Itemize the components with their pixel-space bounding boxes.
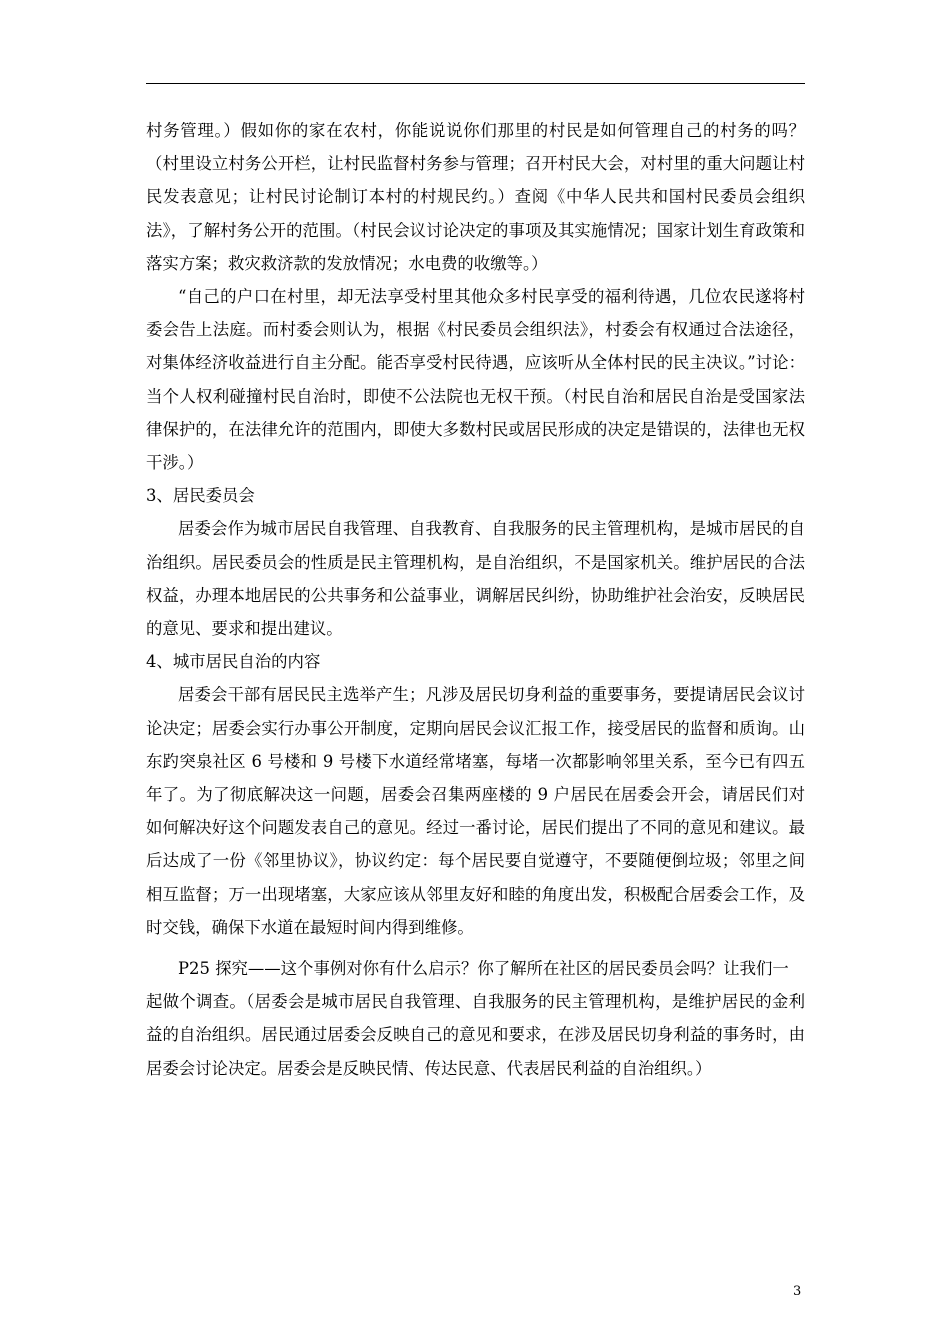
paragraph-survey: 起做个调查。（居委会是城市居民自我管理、自我服务的民主管理机构，是维护居民的金利益的自治组织。居民通过居委会反映自己的意见和要求，在涉及居民切身利益的事务时，由居委会讨论决定。居委会是反映民情、传达民意、代表居民利益的自治组织。） bbox=[146, 992, 805, 1078]
paragraph-p25-explore: P25 探究——这个事例对你有什么启示？你了解所在社区的居民委员会吗？让我们一 bbox=[178, 959, 789, 979]
heading-residents-committee: 3、居民委员会 bbox=[146, 486, 255, 506]
paragraph-village-affairs: 村务管理。）假如你的家在农村，你能说说你们那里的村民是如何管理自己的村务的吗？（村里设立村务公开栏，让村民监督村务参与管理；召开村民大会，对村里的重大问题让村民发表意见；让村民讨论制订本村的村规民约。）查阅《中华人民共和国村民委员会组织法》，了解村务公开的范围。（村民会议讨论决定的事项及其实施情况；国家计划生育政策和落实方案；救灾救济款的发放情况；水电费的收缴等。） bbox=[146, 121, 805, 273]
paragraph-residents-committee: 居委会作为城市居民自我管理、自我教育、自我服务的民主管理机构，是城市居民的自治组织。居民委员会的性质是民主管理机构，是自治组织，不是国家机关。维护居民的合法权益，办理本地居民的公共事务和公益事业，调解居民纠纷，协助维护社会治安，反映居民的意见、要求和提出建议。 bbox=[146, 519, 805, 639]
heading-urban-autonomy: 4、城市居民自治的内容 bbox=[146, 652, 321, 672]
page-number: 3 bbox=[793, 1284, 802, 1299]
document-body bbox=[146, 114, 805, 1085]
paragraph-court-case: “自己的户口在村里，却无法享受村里其他众多村民享受的福利待遇，几位农民遂将村委会告上法庭。而村委会则认为，根据《村民委员会组织法》，村委会有权通过合法途径，对集体经济收益进行自主分配。能否享受村民待遇，应该听从全体村民的民主决议。”讨论：当个人权利碰撞村民自治时，即使不公法院也无权干预。（村民自治和居民自治是受国家法律保护的，在法律允许的范围内，即使大多数村民或居民形成的决定是错误的，法律也无权干涉。） bbox=[146, 287, 805, 473]
header-rule bbox=[146, 83, 805, 84]
paragraph-urban-autonomy: 居委会干部有居民民主选举产生；凡涉及居民切身利益的重要事务，要提请居民会议讨论决定；居委会实行办事公开制度，定期向居民会议汇报工作，接受居民的监督和质询。山东趵突泉社区 6 号楼和 9 号楼下水道经常堵塞，每堵一次都影响邻里关系，至今已有四五年了。为了彻底解决这一问题，居委会召集两座楼的 9 户居民在居委会开会，请居民们对如何解决好这个问题发表自己的意见。经过一番讨论，居民们提出了不同的意见和建议。最后达成了一份《邻里协议》，协议约定：每个居民要自觉遵守，不要随便倒垃圾；邻里之间相互监督；万一出现堵塞，大家应该从邻里友好和睦的角度出发，积极配合居委会工作，及时交钱，确保下水道在最短时间内得到维修。 bbox=[146, 685, 805, 937]
